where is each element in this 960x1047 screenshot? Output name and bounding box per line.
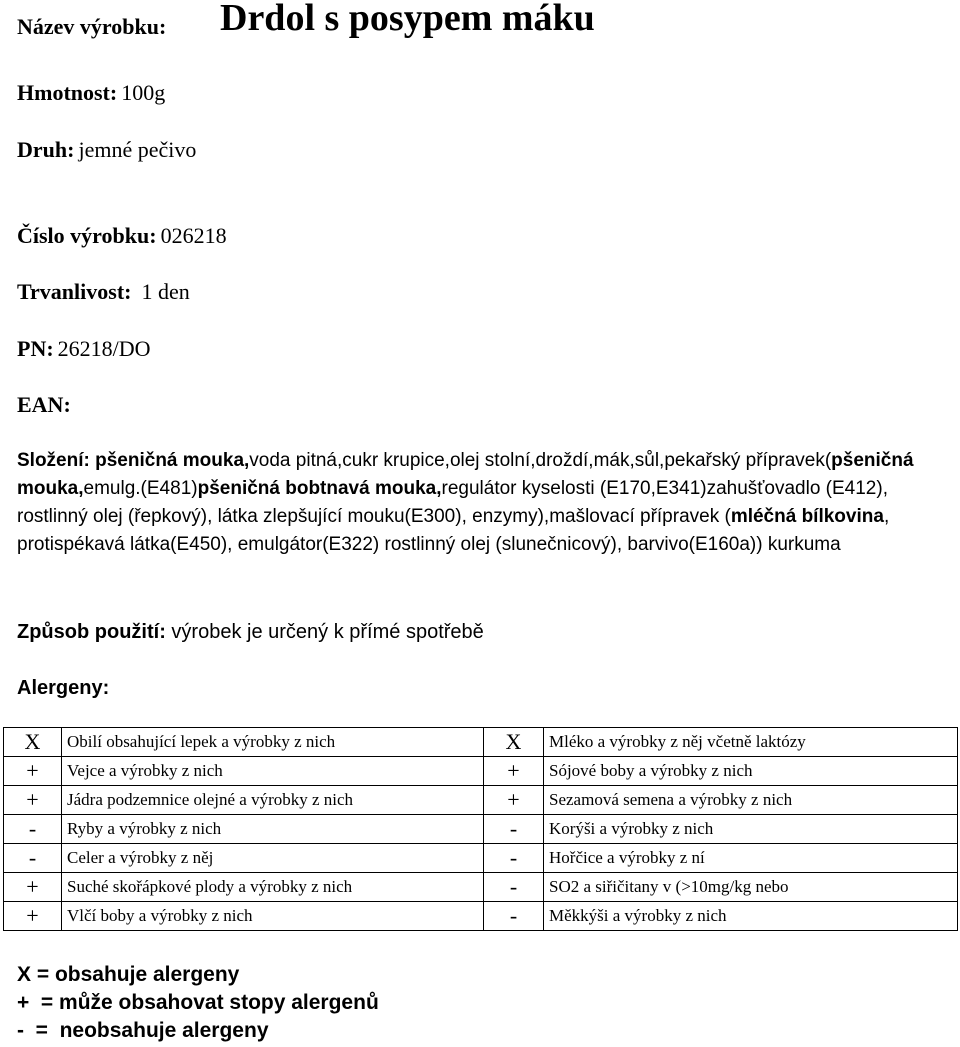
allergen-mark: - — [484, 873, 544, 902]
composition-allergen-milk: mléčná bílkovina — [730, 506, 884, 527]
shelf-life-value: 1 den — [141, 279, 190, 304]
allergen-mark: + — [4, 873, 62, 902]
composition-part: regulátor kyselosti (E170,E341)zahušťovadlo (E412), rostlinný olej (řepkový), látka zlepšující mouku(E300), enzymy),mašlovací přípravek ( — [17, 478, 888, 527]
shelf-life-row — [17, 279, 190, 305]
table-row — [4, 815, 958, 844]
allergen-name: Korýši a výrobky z nich — [544, 815, 958, 844]
allergen-name: Celer a výrobky z něj — [62, 844, 484, 873]
legend-may-contain: + = může obsahovat stopy alergenů — [17, 991, 379, 1014]
number-label: Číslo výrobku: — [17, 223, 157, 248]
allergen-name: Suché skořápkové plody a výrobky z nich — [62, 873, 484, 902]
allergen-mark: + — [484, 757, 544, 786]
legend-contains: X = obsahuje alergeny — [17, 963, 240, 986]
table-row — [4, 757, 958, 786]
ean-label: EAN: — [17, 392, 71, 417]
allergen-name: Ryby a výrobky z nich — [62, 815, 484, 844]
number-value: 026218 — [160, 223, 227, 248]
composition-allergen-wheat-swelling: pšeničná bobtnavá mouka — [197, 478, 437, 499]
product-name-title: Drdol s posypem máku — [220, 0, 595, 39]
composition-part: emulg.(E481) — [83, 478, 198, 499]
allergen-name: SO2 a siřičitany v (>10mg/kg nebo — [544, 873, 958, 902]
shelf-life-label: Trvanlivost: — [17, 279, 132, 304]
composition-label: Složení: — [17, 450, 90, 471]
table-row — [4, 728, 958, 757]
allergen-mark: - — [4, 844, 62, 873]
type-label: Druh: — [17, 137, 75, 162]
table-row — [4, 786, 958, 815]
allergen-mark: X — [484, 728, 544, 757]
allergen-mark: - — [4, 815, 62, 844]
table-row — [4, 873, 958, 902]
allergen-name: Obilí obsahující lepek a výrobky z nich — [62, 728, 484, 757]
allergen-name: Jádra podzemnice olejné a výrobky z nich — [62, 786, 484, 815]
allergen-mark: + — [484, 786, 544, 815]
pn-value: 26218/DO — [57, 336, 151, 361]
allergen-mark: - — [484, 844, 544, 873]
allergen-mark: - — [484, 902, 544, 931]
table-row — [4, 902, 958, 931]
composition-part: voda pitná,cukr krupice,olej stolní,droždí,mák,sůl,pekařský přípravek( — [249, 450, 832, 471]
composition-text — [17, 447, 952, 559]
allergen-mark: + — [4, 757, 62, 786]
weight-row — [17, 80, 165, 106]
allergen-name: Vlčí boby a výrobky z nich — [62, 902, 484, 931]
weight-value: 100g — [121, 80, 166, 105]
allergen-name: Sezamová semena a výrobky z nich — [544, 786, 958, 815]
allergen-name: Hořčice a výrobky z ní — [544, 844, 958, 873]
allergen-name: Měkkýši a výrobky z nich — [544, 902, 958, 931]
usage-row — [17, 621, 484, 644]
composition-allergen-wheat: pšeničná mouka, — [17, 450, 914, 499]
allergens-label: Alergeny: — [17, 677, 110, 699]
allergen-mark: X — [4, 728, 62, 757]
allergen-name: Sójové boby a výrobky z nich — [544, 757, 958, 786]
allergen-mark: - — [484, 815, 544, 844]
usage-label: Způsob použití: — [17, 621, 166, 643]
pn-label: PN: — [17, 336, 54, 361]
table-row — [4, 844, 958, 873]
composition-allergen-wheat: pšeničná mouka, — [95, 450, 250, 471]
weight-label: Hmotnost: — [17, 80, 118, 105]
usage-value: výrobek je určený k přímé spotřebě — [171, 621, 484, 643]
type-value: jemné pečivo — [78, 137, 197, 162]
pn-row — [17, 336, 151, 362]
allergen-name: Vejce a výrobky z nich — [62, 757, 484, 786]
allergen-name: Mléko a výrobky z něj včetně laktózy — [544, 728, 958, 757]
composition-comma: , — [436, 478, 442, 499]
legend-does-not-contain: - = neobsahuje alergeny — [17, 1019, 269, 1042]
product-name-label: Název výrobku: — [17, 14, 167, 39]
allergen-mark: + — [4, 786, 62, 815]
allergen-mark: + — [4, 902, 62, 931]
number-row — [17, 223, 227, 249]
type-row — [17, 137, 196, 163]
composition-part: , protispékavá látka(E450), emulgátor(E322) rostlinný olej (slunečnicový), barvivo(E160a)) kurkuma — [17, 506, 890, 555]
allergen-table — [3, 727, 958, 931]
